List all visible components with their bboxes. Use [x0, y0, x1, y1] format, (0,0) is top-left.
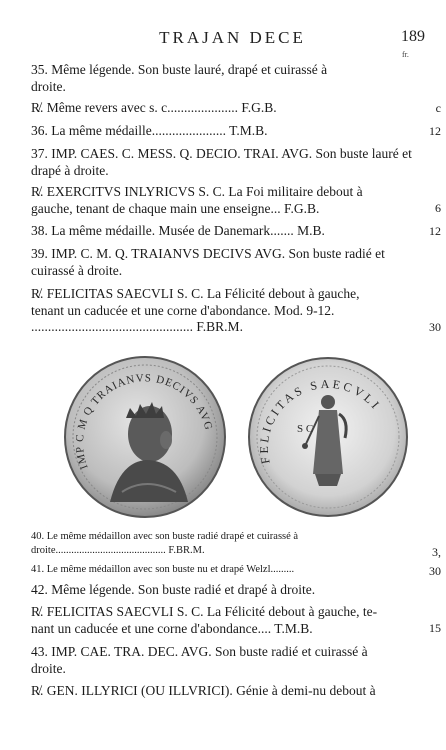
- entry-38: [31, 223, 441, 240]
- entry-line: tenant un caducée et une corne d'abondance. Mod. 9-12.: [31, 302, 335, 318]
- entry-line: 36. La même médaille...................... T.M.B.: [31, 123, 268, 138]
- entry-value: 15: [429, 621, 441, 635]
- entry-reverse-39: [31, 286, 441, 336]
- entry-35: [31, 62, 415, 95]
- entry-value: 12: [429, 124, 441, 138]
- obverse-coin-image: [60, 352, 230, 522]
- entry-line: R̸. Même revers avec s. c..................... F.G.B.: [31, 100, 277, 115]
- entry-line: R̸. FELICITAS SAECVLI S. C. La Félicité debout à gauche, te-: [31, 604, 378, 619]
- entry-value: 3,: [432, 545, 441, 559]
- entry-line: 41. Le même médaillon avec son buste nu et drapé Welzl.........: [31, 564, 295, 575]
- reverse-coin-image: [245, 354, 411, 520]
- page-header: [40, 28, 425, 52]
- entry-42: [31, 582, 415, 599]
- entry-value: c: [435, 101, 441, 115]
- entry-reverse-37: [31, 184, 441, 217]
- entry-line: 40. Le même médaillon avec son buste radié drapé et cuirassé à: [31, 531, 299, 542]
- entry-line: R̸. GEN. ILLYRICI (OU ILLVRICI). Génie à demi-nu debout à: [31, 683, 376, 698]
- entry-43: [31, 644, 415, 677]
- entry-line: 37. IMP. CAES. C. MESS. Q. DECIO. TRAI. AVG. Son buste lauré et: [31, 146, 412, 161]
- page-number: 189: [401, 28, 425, 45]
- entry-line: drapé à droite.: [31, 162, 109, 178]
- entry-39: [31, 246, 415, 279]
- entry-reverse-43: [31, 683, 415, 700]
- entry-line: gauche, tenant de chaque main une enseigne... F.G.B.: [31, 200, 320, 216]
- currency-mark: fr.: [402, 50, 409, 59]
- entry-line: R̸. FELICITAS SAECVLI S. C. La Félicité debout à gauche,: [31, 286, 360, 301]
- entry-reverse-42: [31, 604, 441, 637]
- entry-line: 35. Même légende. Son buste lauré, drapé et cuirassé à: [31, 62, 328, 77]
- obverse-legend: IMP C M Q TRAIANVS DECIVS AVG: [73, 372, 215, 471]
- entry-40: [31, 530, 441, 559]
- entry-line: ................................................ F.BR.M.: [31, 319, 243, 334]
- entry-line: 39. IMP. C. M. Q. TRAIANVS DECIVS AVG. Son buste radié et: [31, 246, 385, 261]
- entry-value: 6: [435, 201, 441, 215]
- entry-value: 30: [429, 320, 441, 334]
- reverse-legend: FELICITAS SAECVLI: [256, 376, 384, 465]
- entry-line: droite.: [31, 660, 66, 676]
- entry-line: 42. Même légende. Son buste radié et drapé à droite.: [31, 582, 316, 597]
- reverse-field-letters: S C: [297, 423, 314, 435]
- entry-value: 30: [429, 564, 441, 578]
- entry-line: 38. La même médaille. Musée de Danemark....... M.B.: [31, 223, 325, 238]
- running-title: TRAJAN DECE: [159, 28, 306, 47]
- entry-37: [31, 146, 415, 179]
- coin-plate: [0, 352, 446, 522]
- entry-reverse-35: [31, 100, 441, 117]
- entry-line: 43. IMP. CAE. TRA. DEC. AVG. Son buste radié et cuirassé à: [31, 644, 368, 659]
- entry-line: nant un caducée et une corne d'abondance.... T.M.B.: [31, 620, 313, 636]
- entry-value: 12: [429, 224, 441, 238]
- entry-41: [31, 563, 441, 578]
- entry-line: cuirassé à droite.: [31, 262, 123, 278]
- entry-line: droite.: [31, 78, 66, 94]
- entry-line: droite.......................................... F.BR.M.: [31, 545, 205, 556]
- entry-line: R̸. EXERCITVS INLYRICVS S. C. La Foi militaire debout à: [31, 184, 363, 199]
- entry-36: [31, 123, 441, 140]
